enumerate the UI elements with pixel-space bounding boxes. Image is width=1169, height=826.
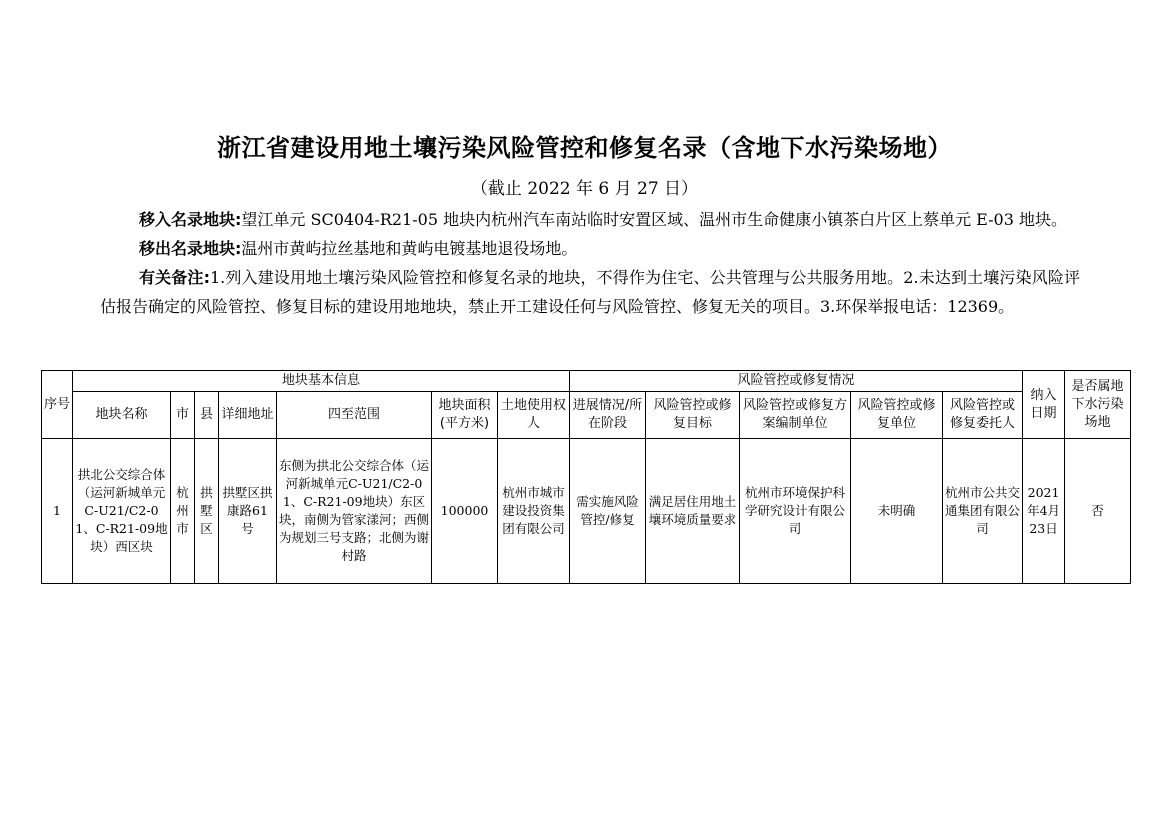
cell-client: 杭州市公共交通集团有限公司 — [943, 439, 1023, 584]
header-target: 风险管控或修复目标 — [646, 392, 740, 439]
header-group-basic: 地块基本信息 — [73, 371, 570, 392]
header-city: 市 — [171, 392, 195, 439]
added-plots-text: 望江单元 SC0404-R21-05 地块内杭州汽车南站临时安置区域、温州市生命健康小镇茶白片区上蔡单元 E-03 地块。 — [241, 210, 1067, 229]
removed-plots-paragraph — [100, 234, 1080, 263]
header-group-risk: 风险管控或修复情况 — [570, 371, 1023, 392]
added-plots-label: 移入名录地块: — [139, 210, 242, 229]
cell-area: 100000 — [432, 439, 498, 584]
cell-address: 拱墅区拱康路61号 — [219, 439, 277, 584]
cell-groundwater: 否 — [1065, 439, 1131, 584]
cell-seq: 1 — [42, 439, 73, 584]
cell-plan-unit: 杭州市环境保护科学研究设计有限公司 — [740, 439, 851, 584]
cell-plot-name: 拱北公交综合体（运河新城单元C-U21/C2-01、C-R21-09地块）西区块 — [73, 439, 171, 584]
header-plot-name: 地块名称 — [73, 392, 171, 439]
header-county: 县 — [195, 392, 219, 439]
cell-owner: 杭州市城市建设投资集团有限公司 — [498, 439, 570, 584]
header-progress: 进展情况/所在阶段 — [570, 392, 646, 439]
header-seq: 序号 — [42, 371, 73, 439]
header-area: 地块面积(平方米) — [432, 392, 498, 439]
registry-table — [41, 370, 1131, 584]
removed-plots-text: 温州市黄屿拉丝基地和黄屿电镀基地退役场地。 — [241, 239, 578, 258]
cell-progress: 需实施风险管控/修复 — [570, 439, 646, 584]
cell-city: 杭州市 — [171, 439, 195, 584]
cell-target: 满足居住用地土壤环境质量要求 — [646, 439, 740, 584]
header-groundwater: 是否属地下水污染场地 — [1065, 371, 1131, 439]
cell-listed-date: 2021年4月23日 — [1023, 439, 1065, 584]
header-listed-date: 纳入日期 — [1023, 371, 1065, 439]
added-plots-paragraph — [100, 205, 1080, 234]
document-title: 浙江省建设用地土壤污染风险管控和修复名录（含地下水污染场地） — [217, 134, 952, 162]
document-subtitle: （截止 2022 年 6 月 27 日） — [470, 179, 699, 199]
cell-exec-unit: 未明确 — [851, 439, 943, 584]
header-client: 风险管控或修复委托人 — [943, 392, 1023, 439]
table-row — [42, 439, 1131, 584]
cell-boundary: 东侧为拱北公交综合体（运河新城单元C-U21/C2-01、C-R21-09地块）东区块，南侧为管家漾河；西侧为规划三号支路；北侧为谢村路 — [277, 439, 432, 584]
remarks-label: 有关备注: — [139, 268, 210, 287]
table-group-header-row — [42, 371, 1131, 392]
cell-county: 拱墅区 — [195, 439, 219, 584]
remarks-paragraph — [100, 263, 1080, 321]
header-plan-unit: 风险管控或修复方案编制单位 — [740, 392, 851, 439]
removed-plots-label: 移出名录地块: — [139, 239, 242, 258]
notes-section — [100, 205, 1080, 321]
header-exec-unit: 风险管控或修复单位 — [851, 392, 943, 439]
header-owner: 土地使用权人 — [498, 392, 570, 439]
remarks-text: 1.列入建设用地土壤污染风险管控和修复名录的地块，不得作为住宅、公共管理与公共服务用地。2.未达到土壤污染风险评估报告确定的风险管控、修复目标的建设用地地块，禁止开工建设任何与风险管控、修复无关的项目。3.环保举报电话：12369。 — [100, 268, 1080, 316]
header-address: 详细地址 — [219, 392, 277, 439]
header-boundary: 四至范围 — [277, 392, 432, 439]
table-column-header-row — [42, 392, 1131, 439]
